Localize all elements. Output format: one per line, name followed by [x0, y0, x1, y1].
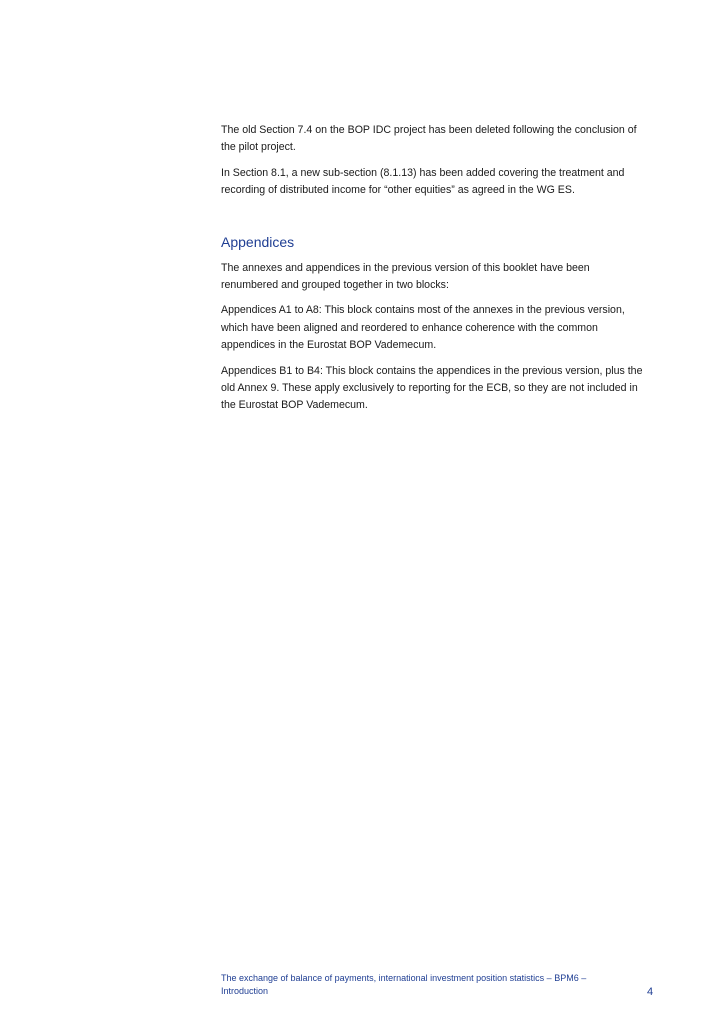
paragraph-appendices-intro: The annexes and appendices in the previous version of this booklet have been renumbered and grouped together in two blocks:: [221, 261, 590, 292]
paragraph-section-8-1: In Section 8.1, a new sub-section (8.1.13) has been added covering the treatment and recording of distributed income for “other equities” as agreed in the WG ES.: [221, 166, 625, 197]
section-heading-appendices: Appendices: [221, 233, 295, 250]
footer-subtitle-line: Introduction: [221, 985, 269, 996]
paragraph-appendices-a: Appendices A1 to A8: This block contains most of the annexes in the previous version, which have been aligned and reordered to enhance coherence with the common appendices in the Eurostat BOP Vademecum.: [221, 304, 625, 352]
paragraph-section-7-4: The old Section 7.4 on the BOP IDC project has been deleted following the conclusion of the pilot project.: [221, 124, 637, 154]
footer-title-line: The exchange of balance of payments, international investment position statistics – BPM6 –: [221, 973, 587, 983]
page-body: [221, 122, 646, 423]
page-footer: [221, 972, 601, 997]
paragraph-appendices-b: Appendices B1 to B4: This block contains the appendices in the previous version, plus the old Annex 9. These apply exclusively to reporting for the ECB, so they are not included in the Eurostat BOP Vademecum.: [221, 364, 643, 412]
page-number: 4: [647, 986, 654, 998]
